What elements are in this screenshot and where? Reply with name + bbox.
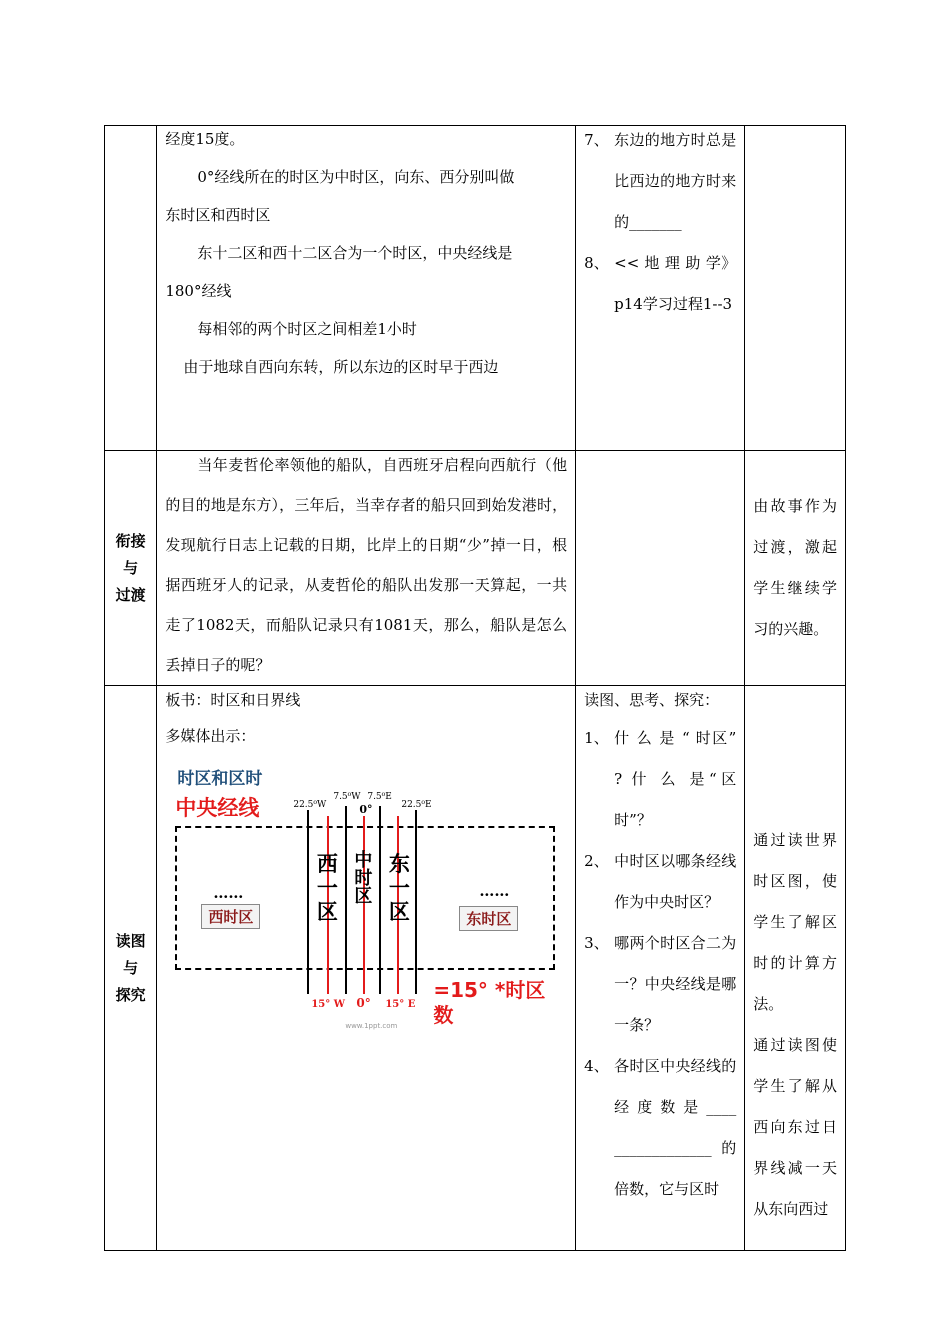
degree-label: 7.5⁰W <box>333 792 361 802</box>
central-meridian-label: 中央经线 <box>175 796 260 820</box>
list-item: 3、 哪两个时区合二为一？中央经线是哪一条？ <box>584 934 737 1034</box>
table-row-2 <box>105 451 846 686</box>
stage-cell-3: 读图 与 探究 <box>105 686 157 1251</box>
activities-intro: 读图、思考、探究： <box>584 691 720 709</box>
note-paragraph: 通过读图使学生了解从西向东过日界线减一天从东向西过 <box>753 1036 837 1218</box>
list-item: 4、 各时区中央经线的经度数是____ _____________的倍数，它与区时 <box>584 1057 737 1198</box>
time-zone-diagram <box>161 754 561 1044</box>
dots-right: …… <box>479 882 510 900</box>
list-item: 2、 中时区以哪条经线作为中央时区？ <box>584 852 737 911</box>
degree-label: 22.5⁰W <box>293 800 327 810</box>
table-row-1 <box>105 126 846 451</box>
stage-cell-1 <box>105 126 157 451</box>
content-line: 180°经线 <box>165 282 232 300</box>
zone-east-1: 东一区 <box>388 852 410 924</box>
content-line: 每相邻的两个时区之间相差1小时 <box>197 320 417 338</box>
diagram-title: 时区和区时 <box>177 769 263 789</box>
content-line: 经度15度。 <box>165 130 245 148</box>
activity-cell-3 <box>576 686 745 1251</box>
content-line: 由于地球自西向东转，所以东边的区时早于西边 <box>183 358 499 376</box>
note-cell-3 <box>745 686 846 1251</box>
content-line: 东时区和西时区 <box>165 206 271 224</box>
content-cell-1 <box>157 126 576 451</box>
story-paragraph: 当年麦哲伦率领他的船队，自西班牙启程向西航行（他的目的地是东方），三年后，当幸存者的船只回到始发港时，发现航行日志上记载的日期，比岸上的日期“少”掉一日，根据西班牙人的记录，从麦哲伦的船队出发那一天算起，一共走了1082天，而船队记录只有1081天，那么，船队是怎么丢掉日子的呢？ <box>165 456 568 674</box>
degree-label: 22.5⁰E <box>401 800 432 810</box>
activity-cell-2 <box>576 451 745 686</box>
watermark: www.1ppt.com <box>345 1022 398 1030</box>
content-line: 东十二区和西十二区合为一个时区，中央经线是 <box>197 244 513 262</box>
formula: =15° *时区 数 <box>433 978 546 1027</box>
zone-boundary-line <box>307 810 309 994</box>
east-zone-label: 东时区 <box>459 906 518 931</box>
zone-boundary-line <box>379 806 381 994</box>
bottom-degree: 0° <box>356 996 371 1010</box>
content-line: 0°经线所在的时区为中时区，向东、西分别叫做 <box>197 168 515 186</box>
zone-boundary-line <box>415 810 417 994</box>
bottom-degree: 15° W <box>311 999 345 1010</box>
media-label: 多媒体出示： <box>165 727 256 745</box>
degree-label: 0° <box>359 803 373 816</box>
stage-cell-2: 衔接 与 过渡 <box>105 451 157 686</box>
lesson-plan-table <box>104 125 846 1251</box>
zone-center: 中时区 <box>354 850 373 907</box>
list-item: 7、 东边的地方时总是比西边的地方时来的_______ <box>584 131 737 231</box>
table-row-3 <box>105 686 846 1251</box>
content-cell-2 <box>157 451 576 686</box>
note-cell-1 <box>745 126 846 451</box>
zone-west-1: 西一区 <box>316 852 338 924</box>
bottom-degree: 15° E <box>385 999 416 1010</box>
list-item: 8、 << 地 理 助 学》p14学习过程1--3 <box>584 254 737 313</box>
west-zone-label: 西时区 <box>201 904 260 929</box>
note-cell-2: 由故事作为过渡，激起学生继续学习的兴趣。 <box>745 451 846 686</box>
dots-left: …… <box>213 884 244 902</box>
note-paragraph: 通过读世界时区图，使学生了解区时的计算方法。 <box>753 831 837 1013</box>
list-item: 1、 什 么 是 “ 时区” ? 什 么 是“区时”？ <box>584 729 737 829</box>
activity-cell-1 <box>576 126 745 451</box>
zone-boundary-line <box>345 806 347 994</box>
degree-label: 7.5⁰E <box>367 792 392 802</box>
board-title: 板书：时区和日界线 <box>165 691 301 709</box>
content-cell-3 <box>157 686 576 1251</box>
